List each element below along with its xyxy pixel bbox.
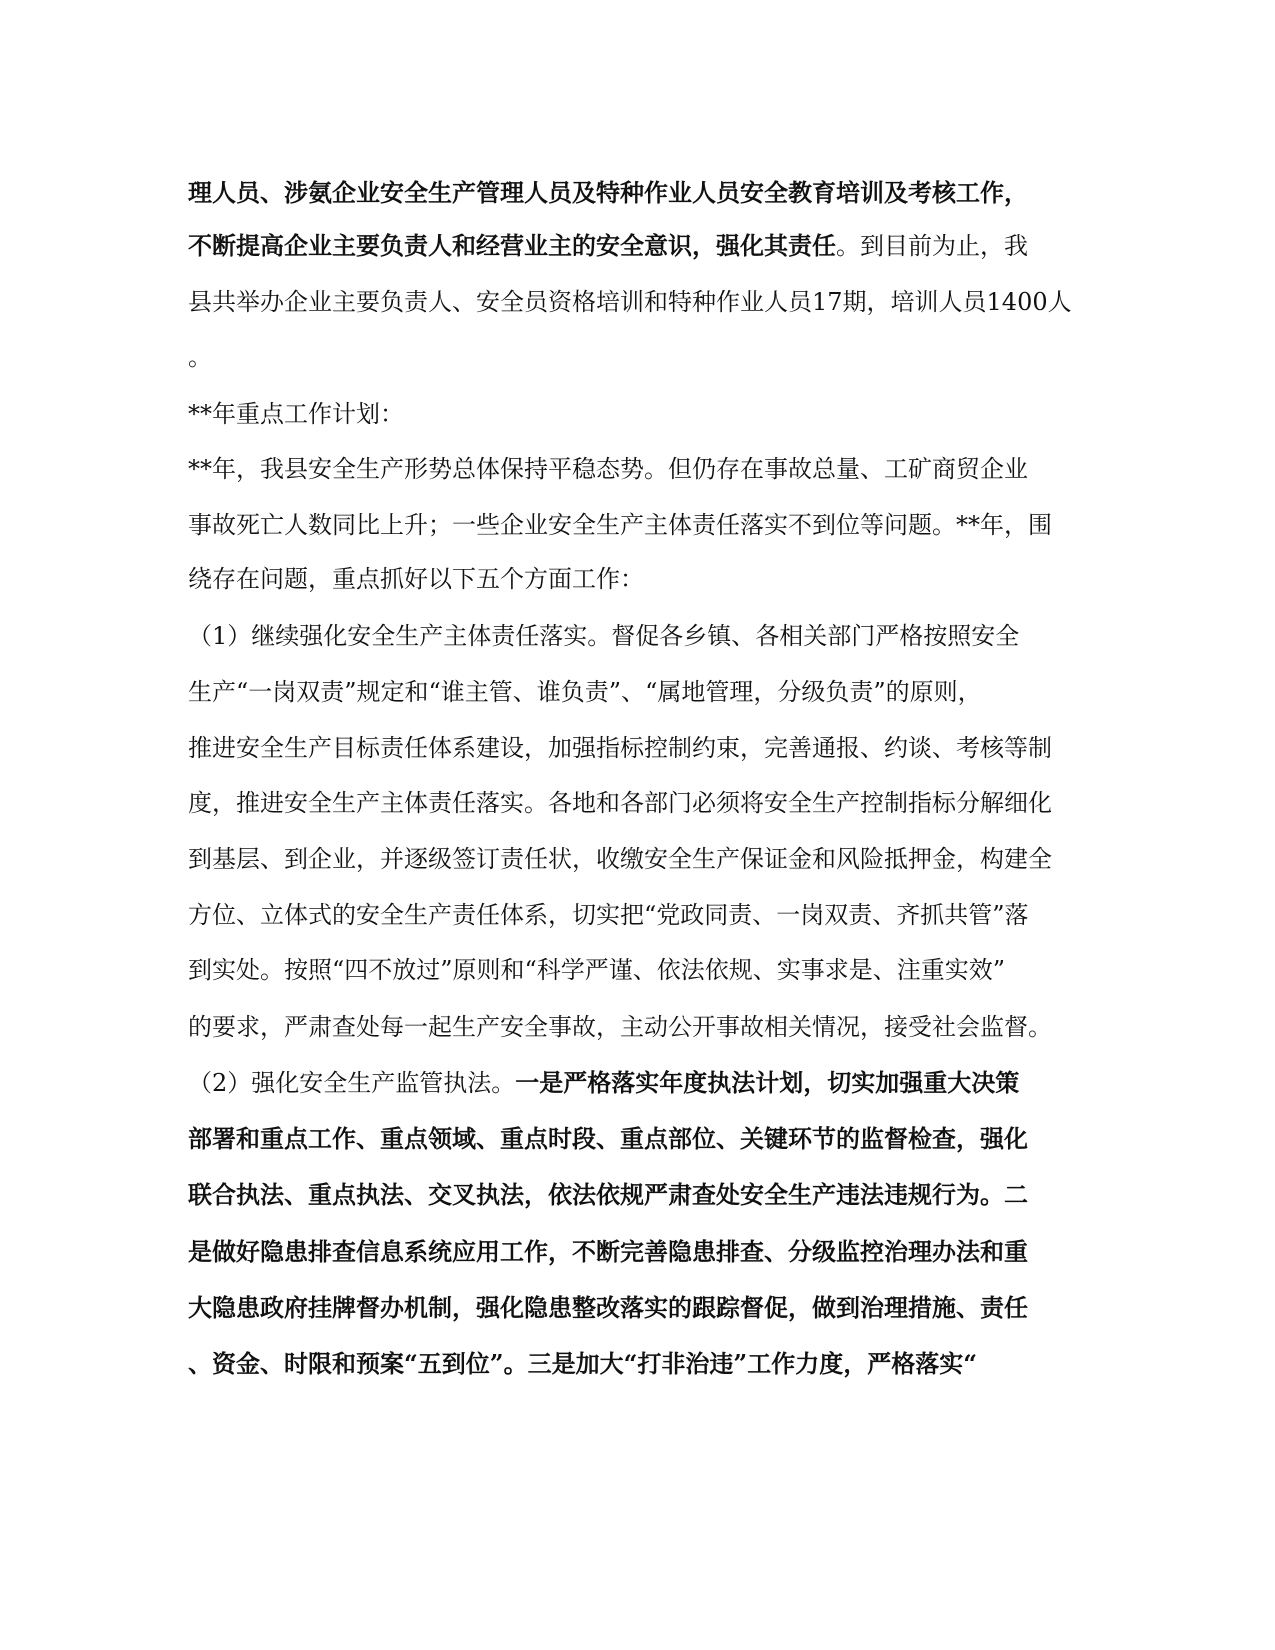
text-segment: 度，推进安全生产主体责任落实。各地和各部门必须将安全生产控制指标分解细化 [188,789,1052,817]
text-line [188,898,1088,932]
text-segment: 绕存在问题，重点抓好以下五个方面工作： [188,565,644,593]
text-segment: 一是严格落实年度执法计划，切实加强重大决策 [515,1068,1020,1097]
text-line [188,1347,1088,1381]
text-segment: 、资金、时限和预案“五到位”。三是加大“打非治违”工作力度，严格落实“ [188,1349,978,1378]
text-line [188,842,1088,876]
text-segment: 部署和重点工作、重点领域、重点时段、重点部位、关键环节的监督检查，强化 [188,1124,1028,1153]
text-segment: 方位、立体式的安全生产责任体系，切实把“党政同责、一岗双责、齐抓共管”落 [188,901,1029,929]
text-segment: **年，我县安全生产形势总体保持平稳态势。但仍存在事故总量、工矿商贸企业 [188,455,1028,483]
text-line [188,1235,1088,1269]
text-segment: 事故死亡人数同比上升；一些企业安全生产主体责任落实不到位等问题。**年，围 [188,511,1052,539]
text-line [188,1066,1088,1100]
text-line [188,1291,1088,1325]
text-segment: 的要求，严肃查处每一起生产安全事故，主动公开事故相关情况，接受社会监督。 [188,1013,1052,1041]
text-segment: （2）强化安全生产监管执法。 [188,1069,516,1097]
text-line [188,340,1088,374]
text-segment: 到基层、到企业，并逐级签订责任状，收缴安全生产保证金和风险抵押金，构建全 [188,845,1052,873]
text-line [188,619,1088,653]
text-line [188,508,1088,542]
text-segment: 理人员、涉氨企业安全生产管理人员及特种作业人员安全教育培训及考核工作， [188,178,1028,207]
text-line [188,452,1088,486]
text-segment: （1）继续强化安全生产主体责任落实。督促各乡镇、各相关部门严格按照安全 [188,622,1020,650]
text-line [188,731,1088,765]
text-segment: 不断提高企业主要负责人和经营业主的安全意识，强化其责任 [188,231,836,260]
text-segment: 。 [188,343,212,371]
text-segment: **年重点工作计划： [188,400,404,428]
text-segment: 是做好隐患排查信息系统应用工作，不断完善隐患排查、分级监控治理办法和重 [188,1237,1028,1266]
text-line [188,786,1088,820]
text-segment: 推进安全生产目标责任体系建设，加强指标控制约束，完善通报、约谈、考核等制 [188,734,1052,762]
text-segment: 联合执法、重点执法、交叉执法，依法依规严肃查处安全生产违法违规行为。二 [188,1180,1028,1209]
text-line [188,1122,1088,1156]
text-segment: 到实处。按照“四不放过”原则和“科学严谨、依法依规、实事求是、注重实效” [188,956,1006,984]
text-segment: 大隐患政府挂牌督办机制，强化隐患整改落实的跟踪督促，做到治理措施、责任 [188,1293,1028,1322]
text-line [188,176,1088,210]
text-line [188,953,1088,987]
text-line [188,229,1088,263]
text-line [188,1010,1088,1044]
text-segment: 县共举办企业主要负责人、安全员资格培训和特种作业人员17期，培训人员1400人 [188,288,1072,316]
text-segment: 生产“一岗双责”规定和“谁主管、谁负责”、“属地管理，分级负责”的原则， [188,678,982,706]
text-segment: 。到目前为止，我 [836,232,1028,260]
text-line [188,397,1088,431]
text-line [188,285,1088,319]
text-line [188,562,1088,596]
text-line [188,675,1088,709]
text-line [188,1178,1088,1212]
